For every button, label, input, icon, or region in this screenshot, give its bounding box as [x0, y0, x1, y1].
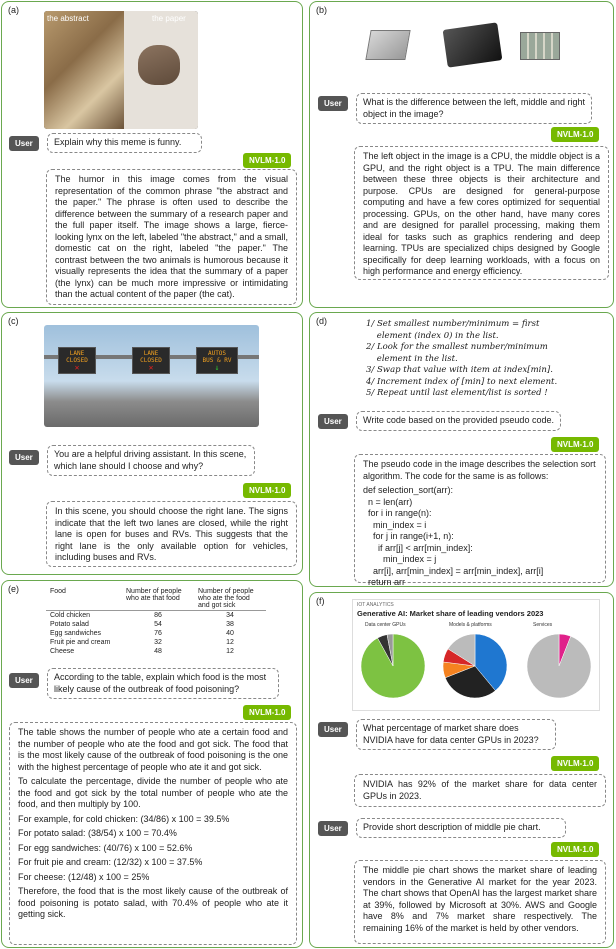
- panel-label: (c): [8, 316, 19, 326]
- panel-d: [309, 312, 614, 587]
- tpu-image: [520, 32, 560, 60]
- user-question: You are a helpful driving assistant. In this scene, which lane should I choose and why?: [47, 445, 255, 476]
- panel-a: [1, 1, 303, 308]
- user-tag: User: [318, 414, 348, 429]
- model-tag: NVLM-1.0: [243, 483, 291, 498]
- lane-sign-3: AUTOS BUS & RV ↓: [196, 347, 238, 374]
- model-answer: In this scene, you should choose the right lane. The signs indicate that the left two lanes are closed, while the right lane is open for buses and RVs. This suggests that the right lane is the only available option for vehicles, including buses and RVs.: [46, 501, 297, 567]
- model-answer: The left object in the image is a CPU, the middle object is a GPU, and the right object is a TPU. The main difference between these three objects is their architecture and purpose. CPUs are designed for general-purpose computing and have a few cores optimized for sequential processing. GPUs, on the other hand, have many cores and are designed for parallel processing, making them ideal for tasks such as graphics rendering and deep learning. TPUs are specialized chips designed by Google specifically for deep learning workloads, with a focus on high performance and energy efficiency.: [354, 146, 609, 280]
- user-tag: User: [318, 96, 348, 111]
- user-question: Write code based on the provided pseudo code.: [356, 411, 561, 431]
- gpu-image: [443, 22, 503, 67]
- meme-right-caption: the paper: [152, 14, 186, 23]
- panel-c: [1, 312, 303, 575]
- table-header: Number of people who ate the food and got sick: [194, 587, 266, 611]
- user-tag: User: [9, 673, 39, 688]
- panel-b: [309, 1, 614, 308]
- food-table: [46, 587, 266, 656]
- answer-intro: The pseudo code in the image describes the selection sort algorithm. The code for the same is as follows:: [363, 459, 596, 481]
- table-header: Number of people who ate that food: [122, 587, 194, 611]
- chart-title: Generative AI: Market share of leading vendors 2023: [357, 609, 544, 618]
- model-answer-1: NVIDIA has 92% of the market share for data center GPUs in 2023.: [354, 774, 606, 807]
- meme-image: [44, 11, 198, 129]
- user-question: Explain why this meme is funny.: [47, 133, 202, 153]
- chart-brand: IOT ANALYTICS: [357, 602, 394, 608]
- panel-label: (d): [316, 316, 327, 326]
- model-tag: NVLM-1.0: [551, 842, 599, 857]
- chart-subtitle-2: Models & platforms: [449, 622, 492, 628]
- chart-image: [352, 599, 600, 711]
- model-tag: NVLM-1.0: [551, 127, 599, 142]
- user-tag: User: [9, 450, 39, 465]
- handwritten-pseudocode: 1/ Set smallest number/minimum = first element (index 0) in the list. 2/ Look for the smallest number/minimum element in the list. 3/ Swap that value with item at index[min]. 4/ Increment index of [min] to next element. 5/ Repeat until last element/list is sorted !: [366, 319, 558, 398]
- user-question-1: What percentage of market share does NVIDIA have for data center GPUs in 2023?: [356, 719, 556, 750]
- model-answer: The humor in this image comes from the visual representation of the common phrase "the abstract and the paper." The phrase is often used to describe the difference between the summary of a research paper and the full paper itself. The image shows a large, fierce-looking lynx on the left, labeled "the abstract," and a small, domestic cat on the right, labeled "the paper." The contrast between the two animals is humorous because it visually represents the idea that the summary of a paper (the lynx) can be much more impressive or intimidating than the actual content of the paper (the cat).: [46, 169, 297, 305]
- panel-label: (e): [8, 584, 19, 594]
- highway-image: [44, 325, 259, 427]
- lynx-photo: [44, 11, 124, 129]
- model-tag: NVLM-1.0: [243, 705, 291, 720]
- table-row: Egg sandwiches 76 40: [50, 630, 234, 637]
- table-row: Cheese 48 12: [50, 648, 234, 655]
- user-question: What is the difference between the left, middle and right object in the image?: [356, 93, 592, 124]
- cat-photo: [124, 11, 198, 129]
- panel-e: [1, 580, 303, 948]
- panel-label: (f): [316, 596, 325, 606]
- lane-sign-2: LANE CLOSED ✕: [132, 347, 170, 374]
- lane-sign-1: LANE CLOSED ✕: [58, 347, 96, 374]
- panel-label: (b): [316, 5, 327, 15]
- model-tag: NVLM-1.0: [243, 153, 291, 168]
- table-row: Fruit pie and cream 32 12: [50, 639, 234, 646]
- user-tag: User: [318, 821, 348, 836]
- cpu-image: [365, 30, 410, 60]
- pie-charts: [353, 630, 601, 710]
- chart-subtitle-1: Data center GPUs: [365, 622, 406, 628]
- model-tag: NVLM-1.0: [551, 756, 599, 771]
- model-answer-2: The middle pie chart shows the market share of leading vendors in the Generative AI market for the year 2023. The chart shows that OpenAI has the largest market share at 39%, followed by Microsoft at 30%. AWS and Google have 8% and 7% market share respectively. The remaining 16% of the market is held by other vendors.: [354, 860, 606, 944]
- model-tag: NVLM-1.0: [551, 437, 599, 452]
- user-question-2: Provide short description of middle pie chart.: [356, 818, 566, 838]
- table-header: Food: [46, 587, 122, 611]
- user-question: According to the table, explain which food is the most likely cause of the outbreak of food poisoning?: [47, 668, 279, 699]
- table-row: Potato salad 54 38: [50, 621, 234, 628]
- pie-slice-other: [527, 634, 591, 698]
- chart-subtitle-3: Services: [533, 622, 553, 628]
- code-block: def selection_sort(arr): n = len(arr) for i in range(n): min_index = i for j in range(i+1, n): if arr[j] < arr[min_index]: min_index = j arr[i], arr[min_index] = arr[min_index], arr[i] return arr: [363, 485, 544, 587]
- model-answer: The table shows the number of people who ate a certain food and the number of people who ate the food and got sick. The food that is the most likely cause of the outbreak of food poisoning is the one with the highest percentage of people who ate it and got sick. To calculate the percentage, divide the number of people who ate the food and got sick by the total number of people who ate the food, and then multiply by 100. For example, for cold chicken: (34/86) x 100 = 39.5% For potato salad: (38/54) x 100 = 70.4% For egg sandwiches: (40/76) x 100 = 52.6% For fruit pie and cream: (12/32) x 100 = 37.5% For cheese: (12/48) x 100 = 25% Therefore, the food that is the most likely cause of the outbreak of food poisoning is potato salad, with 70.4% of people who ate it getting sick.: [9, 722, 297, 945]
- panel-label: (a): [8, 5, 19, 15]
- table-row: Cold chicken 86 34: [50, 612, 234, 619]
- meme-left-caption: the abstract: [47, 14, 89, 23]
- user-tag: User: [318, 722, 348, 737]
- user-tag: User: [9, 136, 39, 151]
- panel-f: [309, 592, 614, 948]
- model-answer: [354, 454, 606, 587]
